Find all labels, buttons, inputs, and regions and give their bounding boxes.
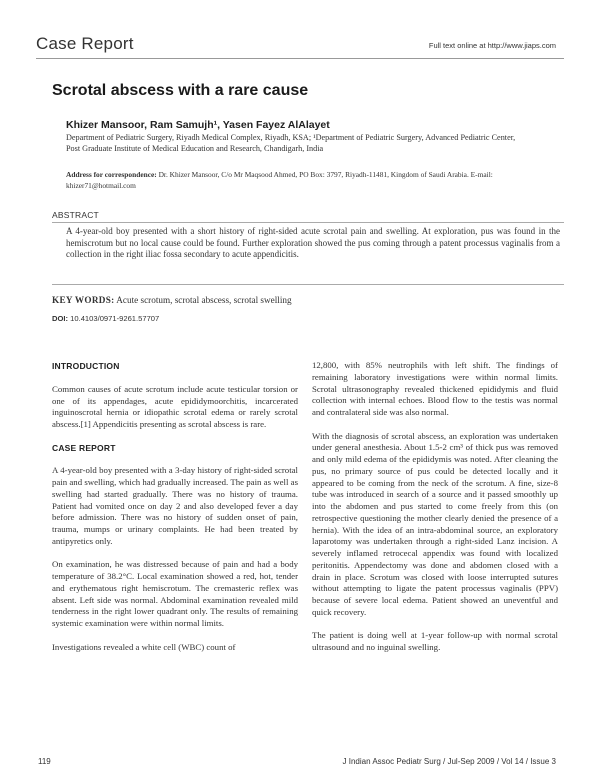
abstract-heading: ABSTRACT — [52, 210, 99, 220]
keywords-text: Acute scrotum, scrotal abscess, scrotal swelling — [114, 295, 292, 305]
article-type-label: Case Report — [36, 34, 134, 53]
paragraph: The patient is doing well at 1-year follow-up with normal scrotal ultrasound and no inguinal swelling. — [312, 630, 558, 652]
body-column-left — [52, 361, 298, 665]
keywords-label: KEY WORDS: — [52, 295, 115, 305]
correspondence-text: Dr. Khizer Mansoor, C/o Mr Maqsood Ahmed, PO Box: 3797, Riyadh-11481, Kingdom of Saudi Arabia. E-mail: khizer71@hotmail.com — [66, 170, 493, 190]
header-divider — [36, 58, 564, 59]
affiliations: Department of Pediatric Surgery, Riyadh Medical Complex, Riyadh, KSA; ¹Department of Pediatric Surgery, Advanced Pediatric Center, Post Graduate Institute of Medical Education and Research, Chandigarh, India — [66, 133, 516, 154]
paragraph: With the diagnosis of scrotal abscess, an exploration was undertaken under general anesthesia. About 1.5-2 cm³ of thick pus was removed and only mild edema of the epididymis was noted. After cleaning the pus, no primary source of pus could be detected locally and it appeared to be coming from the neck of the scrotum. A fine, size-8 tube was introduced in search of a source and it passed smoothly up into the abdomen and pus started to come freely from this (on retrospective questioning the mother clearly denied the presence of a hernia). With the idea of an intra-abdominal source, an exploratory laparotomy was undertaken through a right-sided Lanz incision. A severely inflamed retrocecal appendix was found with localized peritonitis. Appendectomy was done and abdomen closed with a drain in place. Scrotum was closed with loose interrupted sutures without attempting to ligate the patent processus vaginalis (PPV) because of severe local edema. Patient showed an uneventful and quick recovery. — [312, 430, 558, 617]
paragraph: On examination, he was distressed because of pain and had a body temperature of 38.2°C. Local examination showed a red, hot, tender and erythematous right hemiscrotum. The cremasteric reflex was absent. Left side was normal. Abdominal examination revealed mild tenderness in the right lower quadrant only. The results of remaining systemic examination were within normal limits. — [52, 559, 298, 628]
doi-value[interactable]: 10.4103/0971-9261.57707 — [68, 314, 160, 323]
paragraph: Common causes of acute scrotum include acute testicular torsion or one of its appendages, acute epididymoorchitis, incarcerated inguinoscrotal hernia or idiopathic scrotal edema or rarely scrotal abscess.[1] Appendicitis presenting as scrotal abscess is rare. — [52, 383, 298, 429]
keywords — [52, 295, 292, 305]
section-heading-case-report: CASE REPORT — [52, 442, 116, 453]
paragraph: A 4-year-old boy presented with a 3-day history of right-sided scrotal pain and swelling, which had gradually increased. The pain as well as swelling had started gradually. There was no history of trauma. Patient had vomited once on day 2 and also developed fever a day before admission. There was no history of sudden onset of pain, trauma, mumps or urinary complaints. He had been treated by antipyretics only. — [52, 465, 298, 546]
paragraph: Investigations revealed a white cell (WBC) count of — [52, 641, 236, 652]
full-text-url[interactable]: Full text online at http://www.jiaps.com — [428, 41, 556, 50]
abstract-divider-bottom — [52, 284, 564, 285]
abstract-divider-top — [52, 222, 564, 223]
abstract-text: A 4-year-old boy presented with a short history of right-sided acute scrotal pain and swelling. At exploration, pus was found in the hemiscrotum but no local cause could be found. Further exploration showed the pus coming through a patent processus vaginalis from a collection in the right iliac fossa secondary to acute appendicitis. — [66, 226, 560, 260]
article-title: Scrotal abscess with a rare cause — [52, 82, 309, 99]
paragraph: 12,800, with 85% neutrophils with left shift. The findings of remaining laboratory investigations were within normal limits. Scrotal ultrasonography revealed thickened epididymis and fluid collection with internal echoes. Blood flow to the testis was normal and contralateral side was also normal. — [312, 360, 558, 417]
section-heading-introduction: INTRODUCTION — [52, 361, 120, 371]
doi-label: DOI: — [52, 314, 69, 323]
doi — [52, 314, 159, 323]
body-column-right — [312, 360, 558, 666]
journal-citation: J Indian Assoc Pediatr Surg / Jul-Sep 2009 / Vol 14 / Issue 3 — [342, 757, 556, 766]
correspondence-label: Address for correspondence: — [66, 170, 157, 179]
page-number: 119 — [38, 757, 51, 766]
correspondence — [66, 170, 536, 192]
author-list: Khizer Mansoor, Ram Samujh¹, Yasen Fayez AlAlayet — [66, 119, 330, 131]
